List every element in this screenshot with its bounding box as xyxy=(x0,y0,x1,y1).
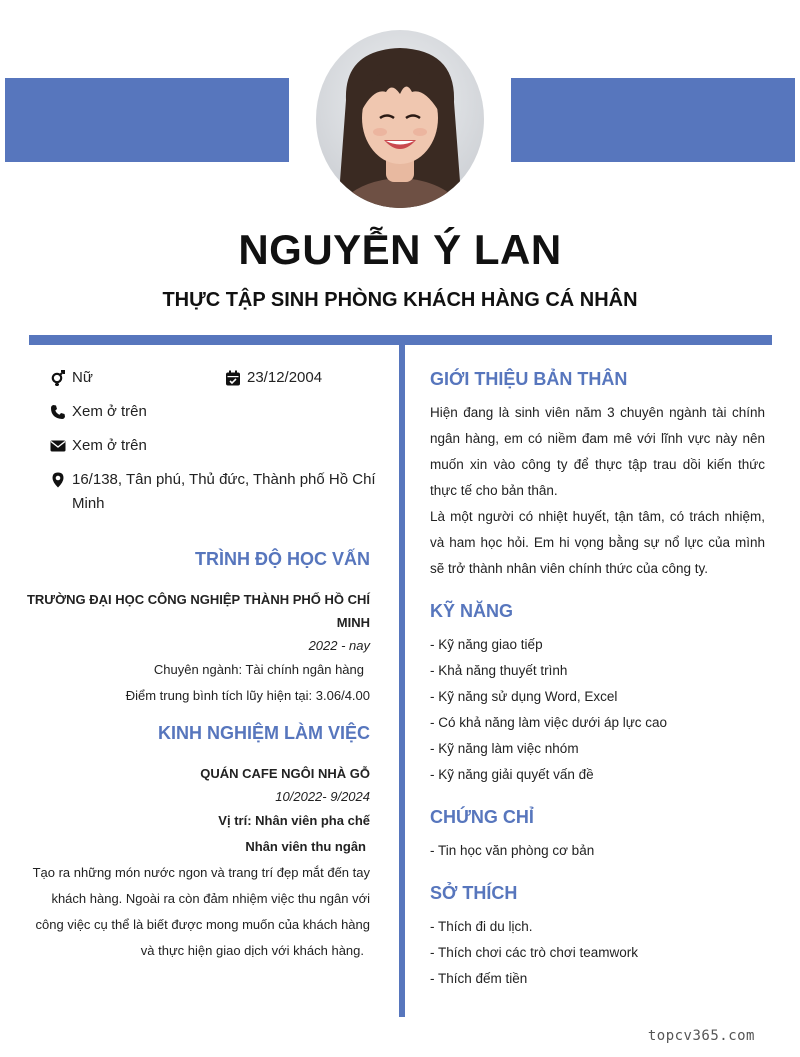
avatar xyxy=(310,26,490,212)
experience-period: 10/2022- 9/2024 xyxy=(275,789,370,804)
gender-icon xyxy=(50,370,66,386)
header-band-left xyxy=(5,78,289,162)
skills-list xyxy=(430,632,667,788)
certificates-list xyxy=(430,838,594,864)
certificates-heading: CHỨNG CHỈ xyxy=(430,807,534,827)
education-major: Chuyên ngành: Tài chính ngân hàng xyxy=(153,662,364,677)
list-item: - Khả năng thuyết trình xyxy=(430,663,568,678)
list-item: - Tin học văn phòng cơ bản xyxy=(430,843,595,858)
calendar-icon xyxy=(225,370,241,386)
list-item: - Thích đi du lịch. xyxy=(430,919,533,934)
skills-heading: KỸ NĂNG xyxy=(430,601,514,621)
list-item: - Thích đếm tiền xyxy=(430,971,528,986)
phone-value: Xem ở trên xyxy=(72,403,147,420)
divider-vertical xyxy=(399,345,405,1017)
location-pin-icon xyxy=(50,472,66,488)
contact-address xyxy=(50,468,380,516)
list-item: - Kỹ năng làm việc nhóm xyxy=(430,741,579,756)
experience-company: QUÁN CAFE NGÔI NHÀ GỖ xyxy=(200,766,370,781)
education-school-line1: TRƯỜNG ĐẠI HỌC CÔNG NGHIỆP THÀNH PHỐ HỒ CHÍ xyxy=(26,592,370,607)
experience-heading: KINH NGHIỆM LÀM VIỆC xyxy=(157,723,370,743)
address-line1: 16/138, Tân phú, Thủ đức, Thành phố Hồ Chí xyxy=(72,471,376,488)
experience-desc-line-1: Tạo ra những món nước ngon và trang trí đẹp mắt đến tay xyxy=(32,865,370,880)
contact-birthday xyxy=(225,366,385,390)
header-band-right xyxy=(511,78,795,162)
list-item: - Thích chơi các trò chơi teamwork xyxy=(430,945,639,960)
experience-position-2: Nhân viên thu ngân xyxy=(245,839,366,854)
about-heading: GIỚI THIỆU BẢN THÂN xyxy=(430,369,628,389)
birthday-value: 23/12/2004 xyxy=(247,369,323,386)
list-item: - Kỹ năng giao tiếp xyxy=(430,637,543,652)
experience-desc-line-4: và thực hiện giao dịch với khách hàng. xyxy=(140,943,364,958)
list-item: - Kỹ năng giải quyết vấn đề xyxy=(430,767,594,782)
email-value: Xem ở trên xyxy=(72,437,147,454)
experience-desc-line-2: khách hàng. Ngoài ra còn đảm nhiệm việc thu ngân với xyxy=(51,891,370,906)
footer-watermark: topcv365.com xyxy=(647,1028,755,1044)
profile-photo xyxy=(316,30,484,208)
experience-position: Vị trí: Nhân viên pha chế xyxy=(218,813,370,828)
phone-icon xyxy=(50,404,66,420)
contact-phone xyxy=(50,400,350,424)
divider-horizontal xyxy=(29,335,772,345)
education-school-line2: MINH xyxy=(336,615,370,630)
education-period: 2022 - nay xyxy=(308,638,370,653)
experience-desc-line-3: công việc cụ thể là biết được mong muốn của khách hàng xyxy=(35,917,370,932)
envelope-icon xyxy=(50,438,66,454)
candidate-name: NGUYỄN Ý LAN xyxy=(238,226,562,273)
hobbies-heading: SỞ THÍCH xyxy=(430,883,518,903)
education-gpa: Điểm trung bình tích lũy hiện tại: 3.06/4.00 xyxy=(125,688,370,703)
address-line2: Minh xyxy=(72,495,105,512)
contact-gender xyxy=(50,366,220,390)
education-heading: TRÌNH ĐỘ HỌC VẤN xyxy=(195,549,370,569)
about-paragraph-2: Là một người có nhiệt huyết, tận tâm, có trách nhiệm, và ham học hỏi. Em hi vọng bằng sự nổ lực của mình sẽ trở thành nhân viên chính thức của công ty. xyxy=(430,509,765,576)
list-item: - Có khả năng làm việc dưới áp lực cao xyxy=(430,715,668,730)
list-item: - Kỹ năng sử dụng Word, Excel xyxy=(430,689,618,704)
about-paragraph-1: Hiện đang là sinh viên năm 3 chuyên ngành tài chính ngân hàng, em có niềm đam mê với lĩnh vực này nên muốn xin vào công ty để thực tập trau dồi kiến thức thực tế cho bản thân. xyxy=(430,405,765,498)
candidate-role: THỰC TẬP SINH PHÒNG KHÁCH HÀNG CÁ NHÂN xyxy=(162,289,638,311)
gender-value: Nữ xyxy=(72,369,93,386)
contact-email xyxy=(50,434,350,458)
hobbies-list xyxy=(430,914,638,992)
